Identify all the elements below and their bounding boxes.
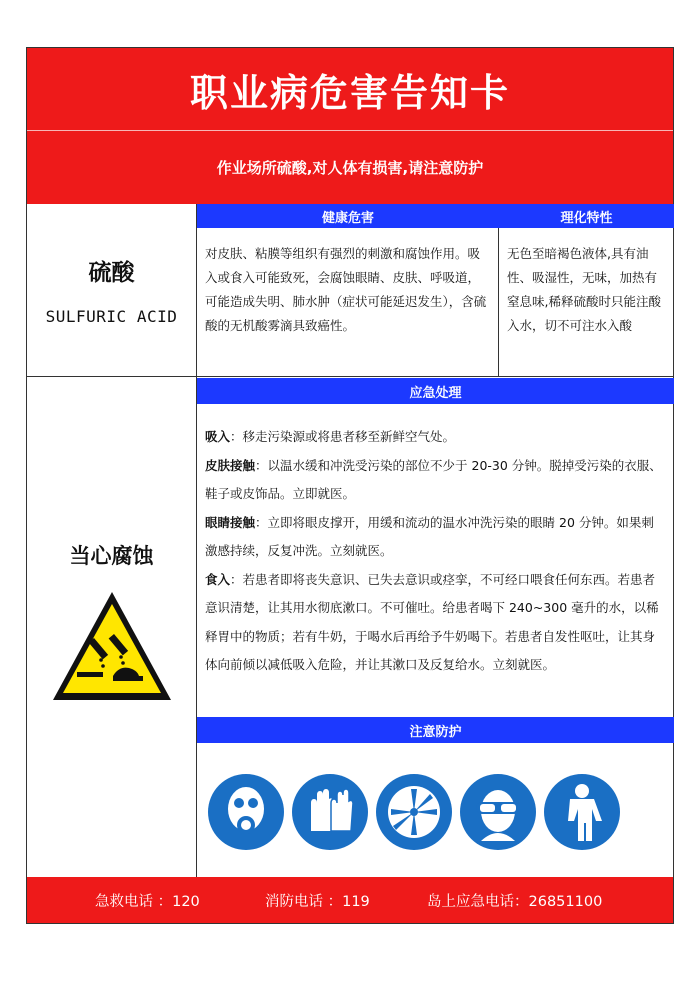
emergency-text <box>197 404 674 717</box>
corrosion-warning-icon <box>51 590 173 702</box>
properties-text: 无色至暗褐色液体,具有油性、吸湿性，无味，加热有窒息味,稀释硫酸时只能注酸入水，切不可注水入酸 <box>499 228 674 377</box>
gas-mask-icon <box>207 773 285 851</box>
inhalation-text: ：移走污染源或将患者移至新鲜空气处。 <box>230 429 456 444</box>
protective-gloves-icon <box>291 773 369 851</box>
ingestion-text: ：若患者即将丧失意识、已失去意识或痉挛，不可经口喂食任何东西。若患者意识清楚，让其用水彻底漱口。不可催吐。给患者喝下 240~300 毫升的水，以稀释胃中的物质；若有牛奶，于喝水后再给予牛奶喝下。若患者自发性呕吐，让其身体向前倾以减低吸入危险，并让其漱口及反复给水。立刻就医。 <box>205 571 659 672</box>
eye-contact-text: ：立即将眼皮撑开，用缓和流动的温水冲洗污染的眼睛 20 分钟。如果刺激感持续，反复冲洗。立刻就医。 <box>205 514 654 558</box>
inhalation-label: 吸入 <box>205 429 231 444</box>
protective-suit-icon <box>543 773 621 851</box>
chemical-name-cell <box>27 204 197 377</box>
chemical-name-en: SULFURIC ACID <box>45 307 178 326</box>
warning-label: 当心腐蚀 <box>69 544 154 568</box>
first-aid-phone: 急救电话 ：120 <box>95 893 200 910</box>
subtitle: 作业场所硫酸,对人体有损害,请注意防护 <box>216 159 484 177</box>
subtitle-banner <box>27 131 673 204</box>
warning-cell <box>27 377 197 877</box>
skin-contact-label: 皮肤接触 <box>205 457 256 473</box>
eye-contact-label: 眼睛接触 <box>205 514 256 530</box>
emergency-heading: 应急处理 <box>197 378 674 404</box>
protection-cell <box>197 743 674 877</box>
ppe-icon-row <box>207 773 621 851</box>
protection-heading: 注意防护 <box>197 717 674 743</box>
island-emergency-phone: 岛上应急电话：26851100 <box>427 893 603 910</box>
health-hazard-heading: 健康危害 <box>197 204 499 228</box>
ventilation-icon <box>375 773 453 851</box>
properties-heading: 理化特性 <box>499 204 674 228</box>
ingestion-label: 食入 <box>205 571 231 587</box>
health-hazard-text: 对皮肤、粘膜等组织有强烈的刺激和腐蚀作用。吸入或食入可能致死，会腐蚀眼睛、皮肤、呼吸道，可能造成失明、肺水肿（症状可能延迟发生），含硫酸的无机酸雾滴具致癌性。 <box>197 228 499 377</box>
chemical-name-cn: 硫酸 <box>88 260 135 286</box>
footer-bar <box>27 877 673 923</box>
safety-goggles-icon <box>459 773 537 851</box>
notice-card <box>26 47 674 924</box>
page-title: 职业病危害告知卡 <box>189 70 510 115</box>
title-banner <box>27 48 673 130</box>
skin-contact-text: ：以温水缓和冲洗受污染的部位不少于 20-30 分钟。脱掉受污染的衣服、鞋子或皮饰品。立即就医。 <box>205 457 662 501</box>
fire-phone: 消防电话 ：119 <box>265 893 370 910</box>
